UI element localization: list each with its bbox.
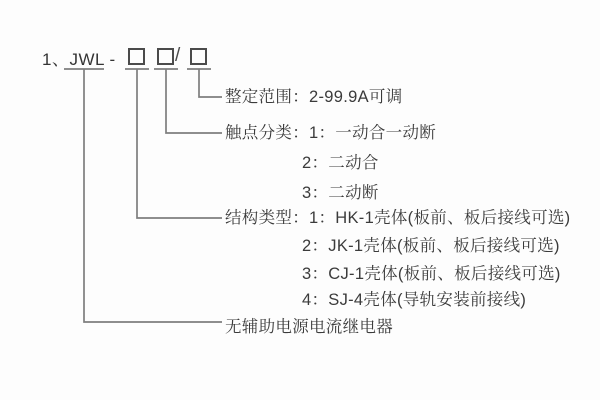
model-code-box-structure bbox=[128, 48, 145, 65]
contact-option-3: 3：二动断 bbox=[302, 184, 379, 202]
structure-option-4: 4：SJ-4壳体(导轨安装前接线) bbox=[302, 291, 527, 309]
structure-type-label: 结构类型：1：HK-1壳体(板前、板后接线可选) bbox=[225, 209, 571, 227]
structure-option-3: 3：CJ-1壳体(板前、板后接线可选) bbox=[302, 265, 561, 283]
model-code-box-contact bbox=[157, 48, 174, 65]
model-code-box-setting bbox=[190, 48, 207, 65]
model-title: 1、JWL - bbox=[42, 50, 116, 69]
contact-option-2: 2：二动合 bbox=[302, 154, 379, 172]
setting-range-label: 整定范围：2-99.9A可调 bbox=[225, 88, 403, 106]
model-code-slash: / bbox=[175, 45, 181, 66]
relay-name-label: 无辅助电源电流继电器 bbox=[225, 318, 393, 336]
contact-class-label: 触点分类：1：一动合一动断 bbox=[225, 124, 437, 142]
structure-option-2: 2：JK-1壳体(板前、板后接线可选) bbox=[302, 237, 560, 255]
